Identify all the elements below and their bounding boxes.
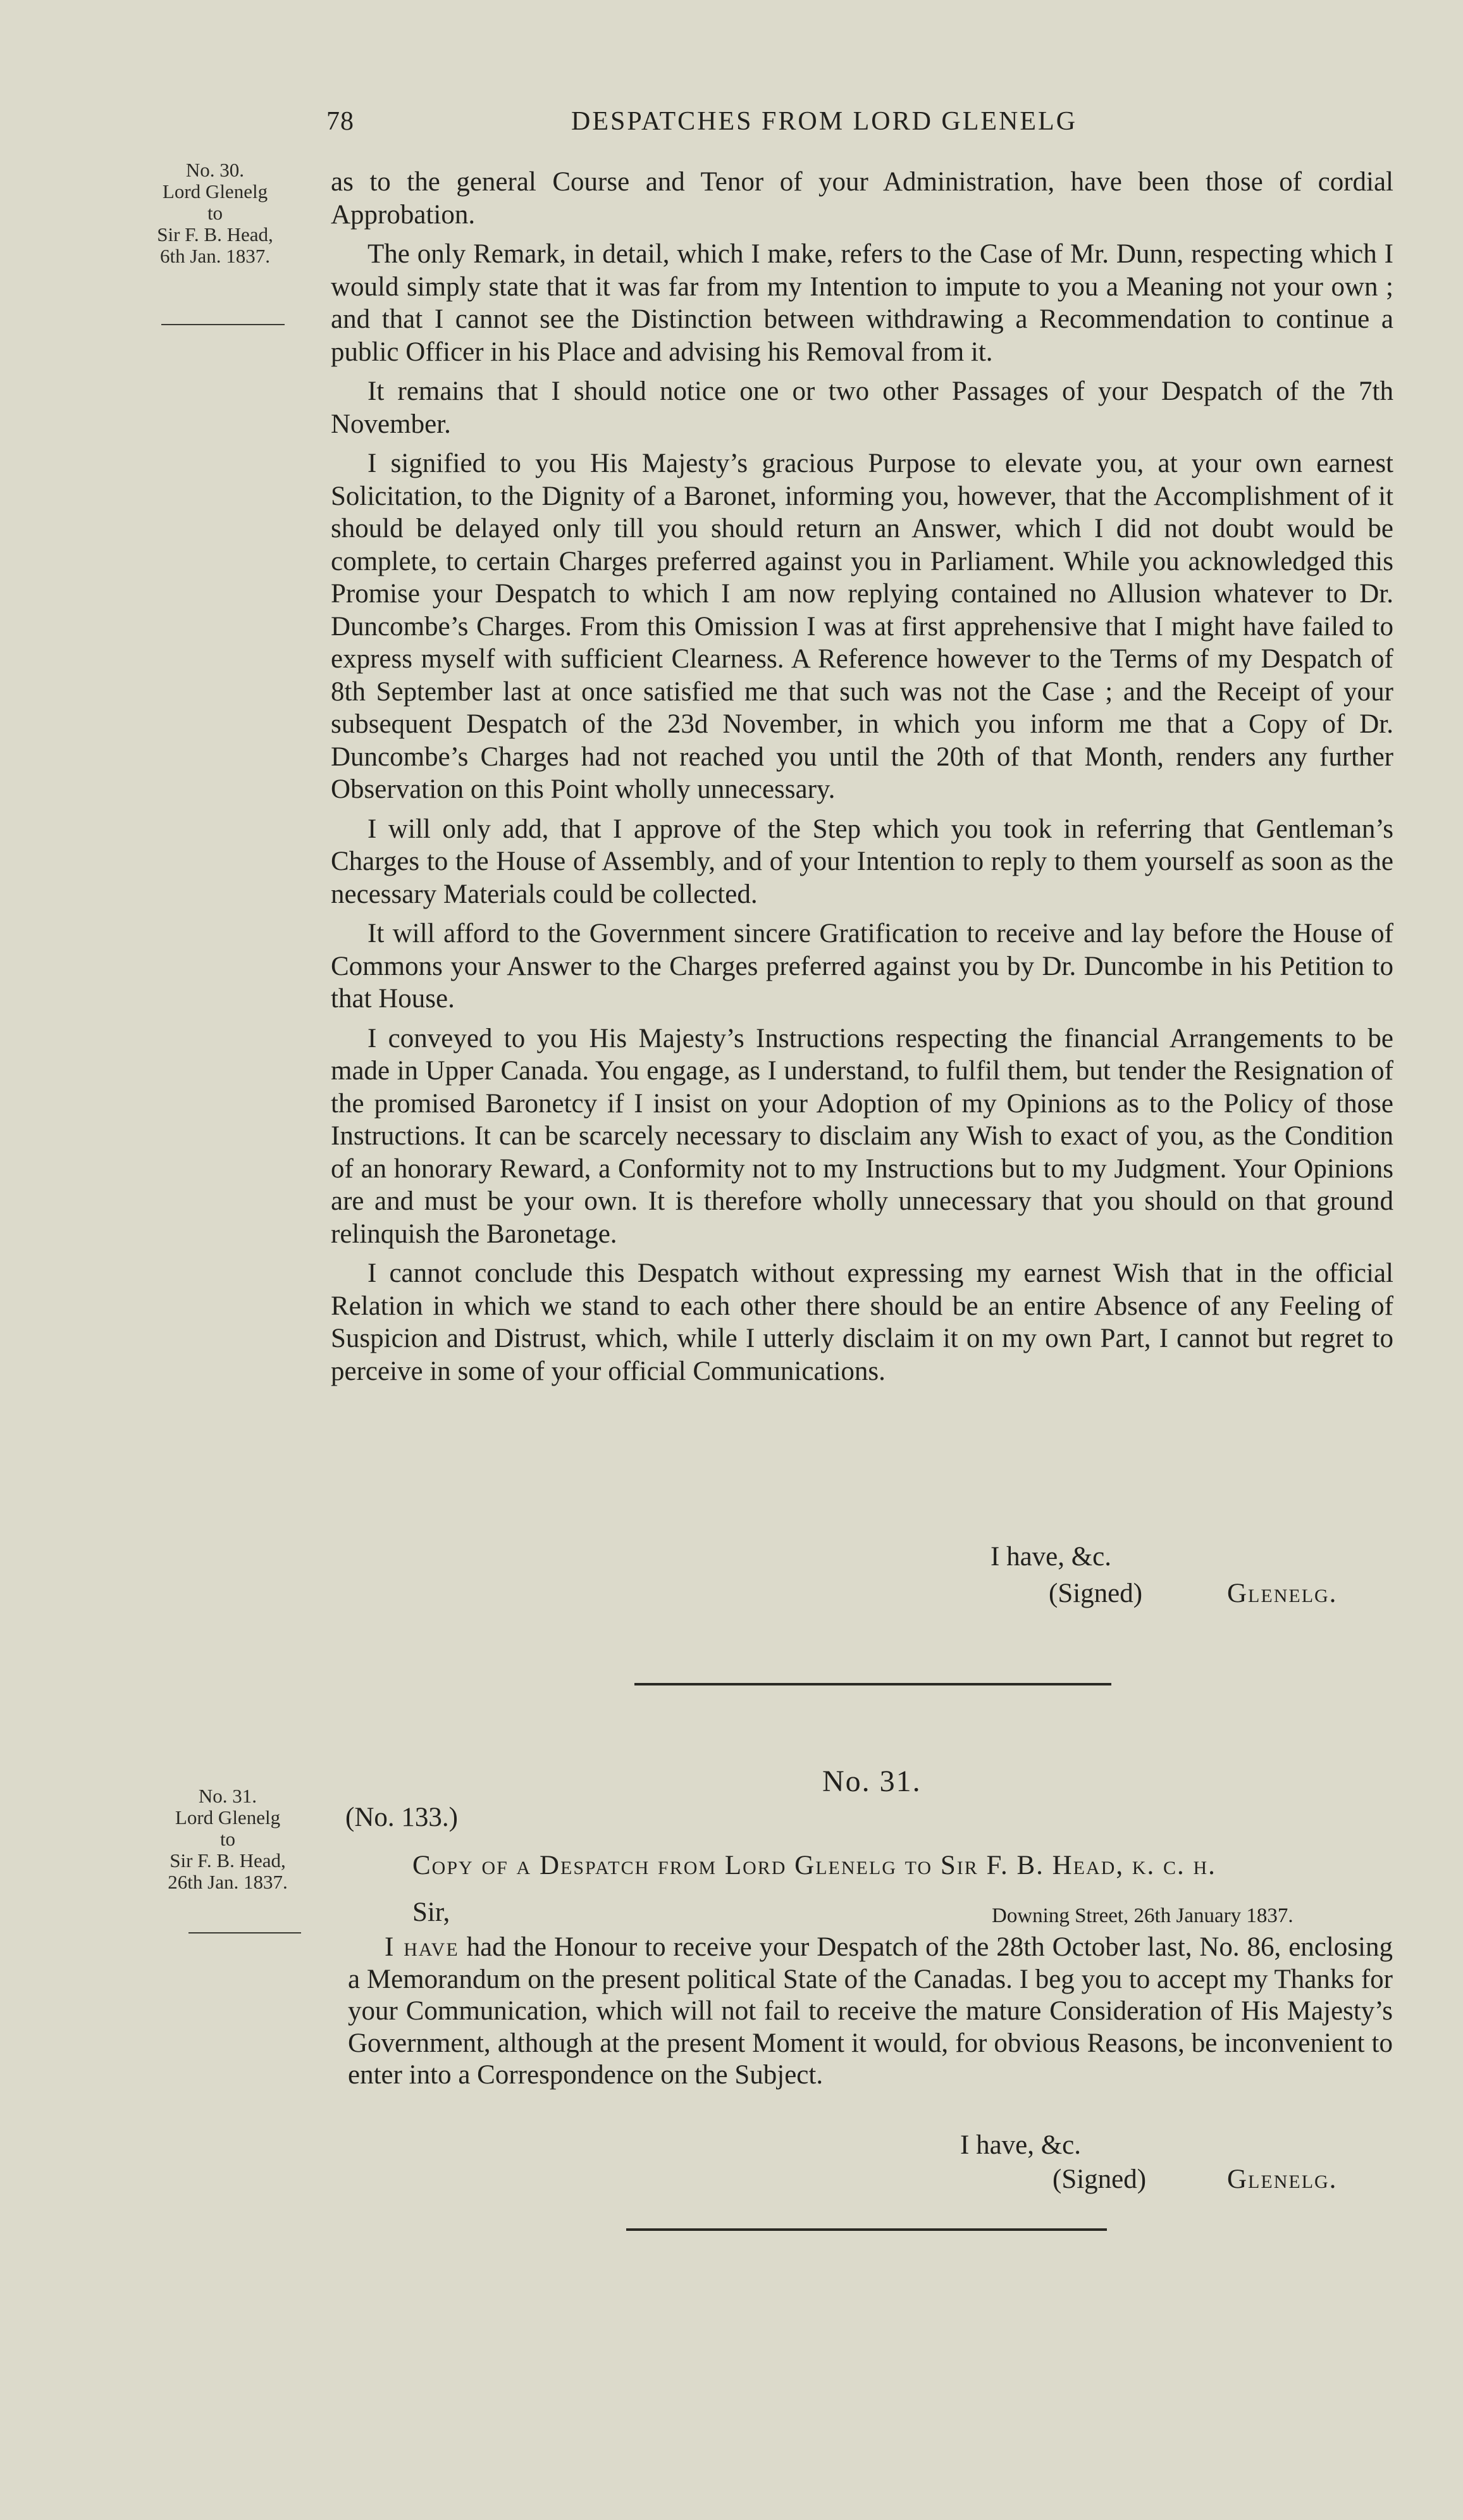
signature: Glenelg. [1227,1579,1338,1608]
paragraph [348,1932,1393,2092]
signed-label: (Signed) [1052,2164,1147,2194]
margin-note-line: 6th Jan. 1837. [160,245,270,267]
dateline: Downing Street, 26th January 1837. [992,1904,1293,1927]
paragraph: as to the general Course and Tenor of your Administration, have been those of cordial Approbation. [331,167,1393,230]
margin-note-line: No. 30. [185,159,245,181]
paragraph: It will afford to the Government sincere Gratification to receive and lay before the House of Commons your Answer to the Charges preferred against you by Dr. Duncombe in his Petition to that House. [331,919,1393,1014]
paragraph: I cannot conclude this Despatch without expressing my earnest Wish that in the official Relation in which we stand to each other there should be an entire Absence of any Feeling of Suspicion and Distrust, which, while I utterly disclaim it on my own Part, I cannot but regret to perceive in some of your official Communications. [331,1258,1393,1386]
margin-note-no-31 [133,1785,323,1893]
paragraph: I signified to you His Majesty’s gracious Purpose to elevate you, at your own earnest Solicitation, to the Dignity of a Baronet, informing you, however, that the Accomplishment of it should be delayed only till you should return an Answer, which I did not doubt would be complete, to certain Charges preferred against you in Parliament. While you acknowledged this Promise your Despatch to which I am now replying contained no Allusion whatever to Dr. Duncombe’s Charges. From this Omission I was at first apprehensive that I might have failed to express myself with sufficient Clearness. A Reference however to the Terms of my Despatch of 8th September last at once satisfied me that such was not the Case ; and the Receipt of your subsequent Despatch of the 23d November, in which you inform me that a Copy of Dr. Duncombe’s Charges had not reached you until the 20th of that Month, renders any further Observation on this Point wholly unnecessary. [331,449,1393,804]
paragraph: The only Remark, in detail, which I make, refers to the Case of Mr. Dunn, respecting which I would simply state that it was far from my Intention to impute to you a Meaning not your own ; and that I cannot see the Distinction between withdrawing a Recommendation to continue a public Officer in his Place and advising his Removal from it. [331,239,1393,367]
paragraph-text: had the Honour to receive your Despatch of the 28th October last, No. 86, enclosing a Memorandum on the present political State of the Canadas. I beg you to accept my Thanks for your Communication, which will not fail to receive the mature Consideration of His Majesty’s Government, although at the present Moment it would, for obvious Reasons, be inconvenient to enter into a Correspondence on the Subject. [348,1932,1393,2090]
closing-line: I have, &c. [991,1542,1112,1572]
paragraph: I will only add, that I approve of the Step which you took in referring that Gentleman’s Charges to the House of Assembly, and of your Intention to reply to them yourself as soon as the necessary Materials could be collected. [331,814,1393,909]
section-divider [634,1683,1111,1685]
paragraph-lead: I have [385,1932,459,1962]
despatch-31-body [348,1932,1393,2092]
margin-note-line: Sir F. B. Head, [170,1849,286,1871]
margin-note-line: No. 31. [198,1785,257,1807]
signature: Glenelg. [1227,2164,1338,2194]
document-reference: (No. 133.) [345,1803,458,1832]
margin-note-line: to [207,202,223,224]
closing-line: I have, &c. [960,2130,1082,2160]
signed-label: (Signed) [1049,1579,1143,1608]
margin-note-line: Sir F. B. Head, [157,223,273,245]
salutation: Sir, [412,1897,450,1927]
margin-note-line: 26th Jan. 1837. [168,1871,288,1893]
signed-line [1049,1578,1142,1609]
document-title: Copy of a Despatch from Lord Glenelg to Sir F. B. Head, k. c. h. [412,1851,1216,1880]
margin-note-line: Lord Glenelg [175,1806,281,1828]
margin-note-line: to [219,1828,236,1850]
margin-note-rule [161,324,285,325]
page-number: 78 [326,107,354,136]
margin-note-line: Lord Glenelg [162,180,268,202]
signed-line [1052,2164,1146,2195]
document-number: No. 31. [822,1765,922,1798]
despatch-30-body [331,166,1393,1394]
page-header [0,106,1463,144]
section-divider [626,2228,1107,2231]
paragraph: I conveyed to you His Majesty’s Instructions respecting the financial Arrangements to be made in Upper Canada. You engage, as I understand, to fulfil them, but tender the Resignation of the promised Baronetcy if I insist on your Adoption of my Opinions as to the Policy of those Instructions. It can be scarcely necessary to disclaim any Wish to exact of you, as the Condition of an honorary Reward, a Conformity not to my Instructions but to my Judgment. Your Opinions are and must be your own. It is therefore wholly unnecessary that you should on that ground relinquish the Baronetage. [331,1023,1393,1249]
running-head: DESPATCHES FROM LORD GLENELG [571,107,1078,136]
margin-note-no-30 [120,159,310,267]
paragraph: It remains that I should notice one or two other Passages of your Despatch of the 7th November. [331,376,1393,439]
margin-note-rule [188,1932,301,1933]
